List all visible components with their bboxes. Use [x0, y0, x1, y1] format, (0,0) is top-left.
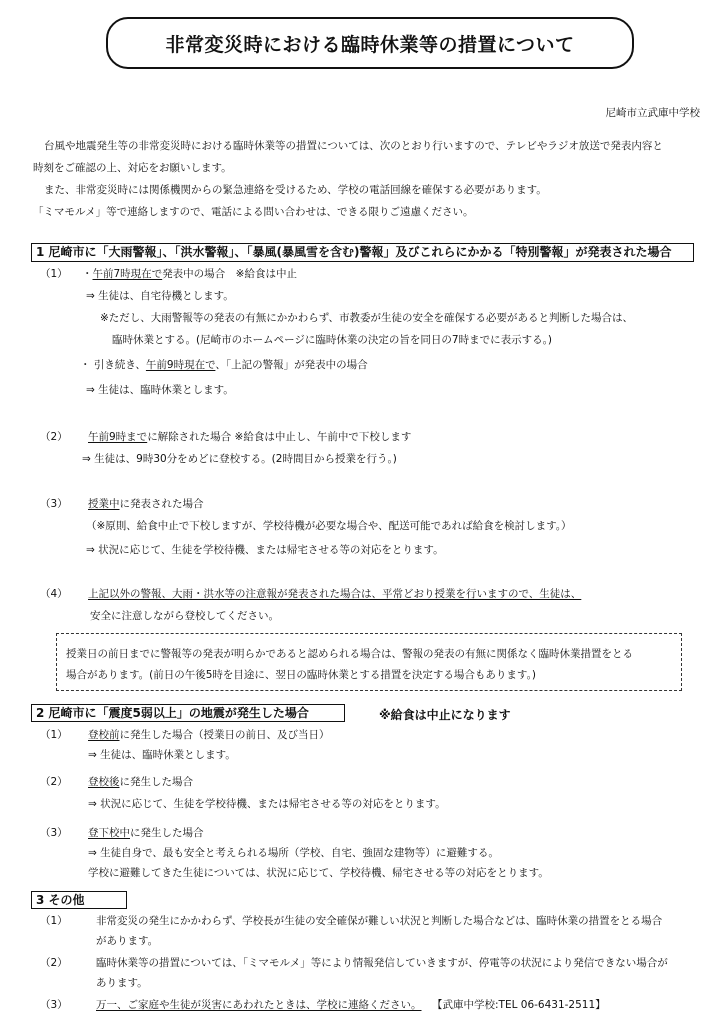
school-name: 尼崎市立武庫中学校 — [605, 107, 700, 119]
s1-item2 — [88, 430, 411, 444]
s2-item1 — [88, 728, 330, 742]
s2-item3 — [88, 826, 204, 840]
s2-item3-line2: 学校に避難してきた生徒については、状況に応じて、学校待機、帰宅させる等の対応をとります。 — [88, 867, 549, 879]
s2-item3-num: （3） — [40, 827, 68, 839]
notice-box — [56, 633, 682, 691]
prefix-text: ・ 引き続き、 — [80, 359, 146, 371]
s2-item3-arrow: ⇒ 生徒自身で、最も安全と考えられる場所（学校、自宅、強固な建物等）に避難する。 — [88, 847, 499, 859]
s1-item4-line2: 安全に注意しながら登校してください。 — [90, 610, 279, 622]
s1-item1-num: （1） — [40, 268, 68, 280]
s1-item1-b — [80, 358, 368, 372]
s3-item1-line1: 非常変災の発生にかかわらず、学校長が生徒の安全確保が難しい状況と判断した場合などは、臨時休業の措置をとる場合 — [96, 915, 663, 927]
school-contact: 【武庫中学校:TEL 06-6431-2511】 — [432, 999, 606, 1011]
s1-item2-num: （2） — [40, 431, 68, 443]
s2-item1-num: （1） — [40, 729, 68, 741]
s1-item3-arrow: ⇒ 状況に応じて、生徒を学校待機、または帰宅させる等の対応をとります。 — [86, 544, 444, 556]
time-condition: 午前9時現在で — [145, 359, 216, 371]
section2-heading: 2 尼崎市に「震度5弱以上」の地震が発生した場合 — [31, 704, 345, 722]
condition-text: に解除された場合 ※給食は中止し、午前中で下校します — [147, 431, 412, 443]
s3-item1-line2: があります。 — [96, 935, 159, 947]
s1-item1-a-arrow: ⇒ 生徒は、自宅待機とします。 — [86, 290, 234, 302]
section3-heading: 3 その他 — [31, 891, 127, 909]
intro-line-3: また、非常変災時には関係機関からの緊急連絡を受けるため、学校の電話回線を確保する必要があります。 — [44, 184, 547, 196]
s2-item2-num: （2） — [40, 776, 68, 788]
condition-text: に発表された場合 — [119, 498, 204, 510]
s1-item3 — [88, 497, 204, 511]
s1-item1-b-arrow: ⇒ 生徒は、臨時休業とします。 — [86, 384, 234, 396]
s1-item4-num: （4） — [40, 588, 68, 600]
s1-item3-num: （3） — [40, 498, 68, 510]
section2-note: ※給食は中止になります — [379, 708, 511, 722]
intro-line-4: 「ミマモルメ」等で連絡しますので、電話による問い合わせは、できる限りご遠慮ください。 — [33, 206, 474, 218]
condition-text: に発生した場合 — [130, 827, 204, 839]
notice-line-1: 授業日の前日までに警報等の発表が明らかであると認められる場合は、警報の発表の有無に関係なく臨時休業措置をとる — [66, 648, 633, 660]
s3-item3-num: （3） — [40, 999, 68, 1011]
bullet: ・ — [82, 268, 93, 280]
s3-item3-text: 万一、ご家庭や生徒が災害にあわれたときは、学校に連絡ください。 — [96, 999, 422, 1011]
time-condition: 午前7時現在で — [92, 268, 163, 280]
s2-item1-arrow: ⇒ 生徒は、臨時休業とします。 — [88, 749, 236, 761]
intro-line-1: 台風や地震発生等の非常変災時における臨時休業等の措置については、次のとおり行いますので、テレビやラジオ放送で発表内容と — [44, 140, 663, 152]
condition-text: に発生した場合（授業日の前日、及び当日） — [119, 729, 330, 741]
section1-heading: 1 尼崎市に「大雨警報」、「洪水警報」、「暴風(暴風雪を含む)警報」及びこれらにかかる「特別警報」が発表された場合 — [31, 243, 694, 262]
s1-item1-a-note2: 臨時休業とする。(尼崎市のホームページに臨時休業の決定の旨を同日の7時までに表示する。) — [112, 334, 552, 346]
s2-item2-arrow: ⇒ 状況に応じて、生徒を学校待機、または帰宅させる等の対応をとります。 — [88, 798, 446, 810]
notice-line-2: 場合があります。(前日の午後5時を目途に、翌日の臨時休業とする措置を決定する場合もあります。) — [66, 669, 536, 681]
timing: 登校前 — [88, 729, 120, 741]
s1-item1-a-note1: ※ただし、大雨警報等の発表の有無にかかわらず、市教委が生徒の安全を確保する必要があると判断した場合は、 — [100, 312, 633, 324]
s1-item4-line1: 上記以外の警報、大雨・洪水等の注意報が発表された場合は、平常どおり授業を行いますので、生徒は、 — [88, 588, 582, 600]
s1-item1-a — [82, 267, 297, 281]
time-condition: 授業中 — [88, 498, 120, 510]
intro-line-2: 時刻をご確認の上、対応をお願いします。 — [33, 162, 232, 174]
s3-item2-line2: あります。 — [96, 977, 148, 989]
page-title: 非常変災時における臨時休業等の措置について — [106, 17, 634, 69]
condition-text: に発生した場合 — [119, 776, 193, 788]
s3-item2-num: （2） — [40, 957, 68, 969]
timing: 登下校中 — [88, 827, 130, 839]
condition-text: 発表中の場合 ※給食は中止 — [162, 268, 297, 280]
s1-item3-note: （※原則、給食中止で下校しますが、学校待機が必要な場合や、配送可能であれば給食を検討します。） — [86, 520, 572, 532]
time-condition: 午前9時まで — [88, 431, 148, 443]
condition-text: 、「上記の警報」が発表中の場合 — [215, 359, 368, 371]
timing: 登校後 — [88, 776, 120, 788]
s3-item1-num: （1） — [40, 915, 68, 927]
s1-item2-arrow: ⇒ 生徒は、9時30分をめどに登校する。(2時間目から授業を行う。) — [82, 453, 397, 465]
s3-item2-line1: 臨時休業等の措置については、「ミマモルメ」等により情報発信していきますが、停電等の状況により発信できない場合が — [96, 957, 668, 969]
s2-item2 — [88, 775, 193, 789]
